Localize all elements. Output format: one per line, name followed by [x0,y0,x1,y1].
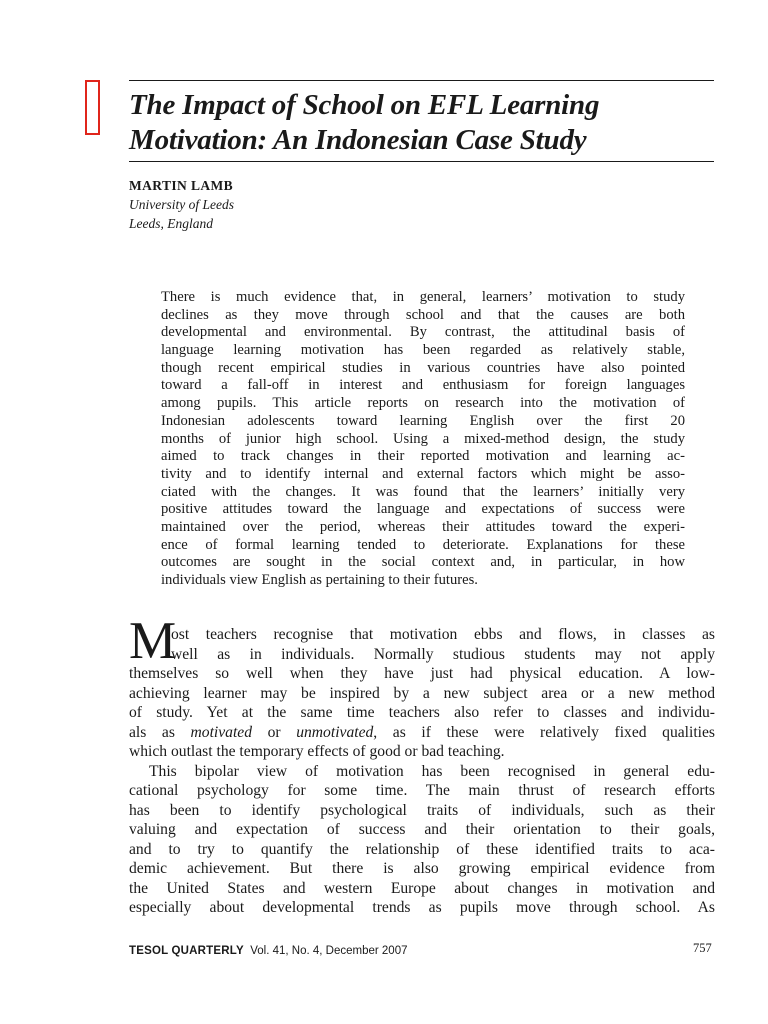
body-line [129,723,715,743]
abstract-line: Indonesian adolescents toward learning English over the first 20 [161,412,685,429]
body-line: cational psychology for some time. The main thrust of research efforts [129,782,715,799]
abstract-line: ence of formal learning tended to deteriorate. Explanations for these [161,536,685,553]
affiliation-location: Leeds, England [129,216,213,231]
abstract-line: individuals view English as pertaining to their futures. [161,572,478,588]
red-margin-marker [85,80,100,135]
abstract-line: outcomes are sought in the social context and, in particular, in how [161,554,685,571]
abstract [161,289,685,590]
body-line: well as in individuals. Normally studious students may not apply [171,645,715,663]
footer-citation [129,945,407,957]
body-line: achieving learner may be inspired by a new subject area or a new method [129,684,715,702]
body-line: themselves so well when they have just had physical education. A low- [129,665,715,682]
body-line: the United States and western Europe about changes in motivation and [129,879,715,897]
abstract-line: language learning motivation has been regarded as relatively stable, [161,342,685,359]
body-line: of study. Yet at the same time teachers also refer to classes and individu- [129,704,715,721]
body-line: especially about developmental trends as pupils move through school. As [129,899,715,916]
journal-volume: Vol. 41, No. 4, December 2007 [250,945,408,957]
body-line: This bipolar view of motivation has been recognised in general edu- [149,762,715,780]
body-line: demic achievement. But there is also growing empirical evidence from [129,860,715,877]
journal-name: TESOL QUARTERLY [129,945,244,957]
abstract-line: tivity and to identify internal and external factors which might be asso- [161,465,685,482]
abstract-line: positive attitudes toward the language and expectations of success were [161,501,685,518]
abstract-line: developmental and environmental. By contrast, the attitudinal basis of [161,324,685,341]
body-text-run: , as if these were relatively fixed qualities [373,723,715,741]
affiliation-university: University of Leeds [129,197,234,212]
abstract-line: There is much evidence that, in general, learners’ motivation to study [161,289,685,305]
title-top-rule [129,80,714,81]
body-line: ost teachers recognise that motivation ebbs and flows, in classes as [171,626,715,643]
abstract-line: though recent empirical studies in various countries have also pointed [161,359,685,376]
body-text-run: als as [129,723,191,741]
abstract-line: declines as they move through school and that the causes are both [161,306,685,323]
body-line: which outlast the temporary effects of good or bad teaching. [129,743,505,760]
italic-term-unmotivated: unmotivated [296,723,374,741]
abstract-line: among pupils. This article reports on research into the motivation of [161,395,685,412]
body-line: valuing and expectation of success and their orientation to their goals, [129,821,715,838]
body-text [129,625,715,918]
title-line: Motivation: An Indonesian Case Study [129,124,587,156]
italic-term-motivated: motivated [190,723,253,741]
abstract-line: aimed to track changes in their reported motivation and learning ac- [161,448,685,465]
author-name: MARTIN LAMB [129,178,234,193]
title-line: The Impact of School on EFL Learning [129,89,600,121]
abstract-line: ciated with the changes. It was found that the learners’ initially very [161,483,685,500]
body-line: has been to identify psychological traits of individuals, such as their [129,801,715,819]
abstract-line: toward a fall-off in interest and enthusiasm for foreign languages [161,377,685,394]
title-bottom-rule [129,161,714,162]
body-line: and to try to quantify the relationship of these identified traits to aca- [129,840,715,858]
drop-cap: M [129,612,177,670]
abstract-line: months of junior high school. Using a mixed-method design, the study [161,430,685,447]
article-title [129,88,719,158]
abstract-line: maintained over the period, whereas their attitudes toward the experi- [161,518,685,535]
body-text-run: or [252,723,297,741]
page-number: 757 [693,941,712,955]
